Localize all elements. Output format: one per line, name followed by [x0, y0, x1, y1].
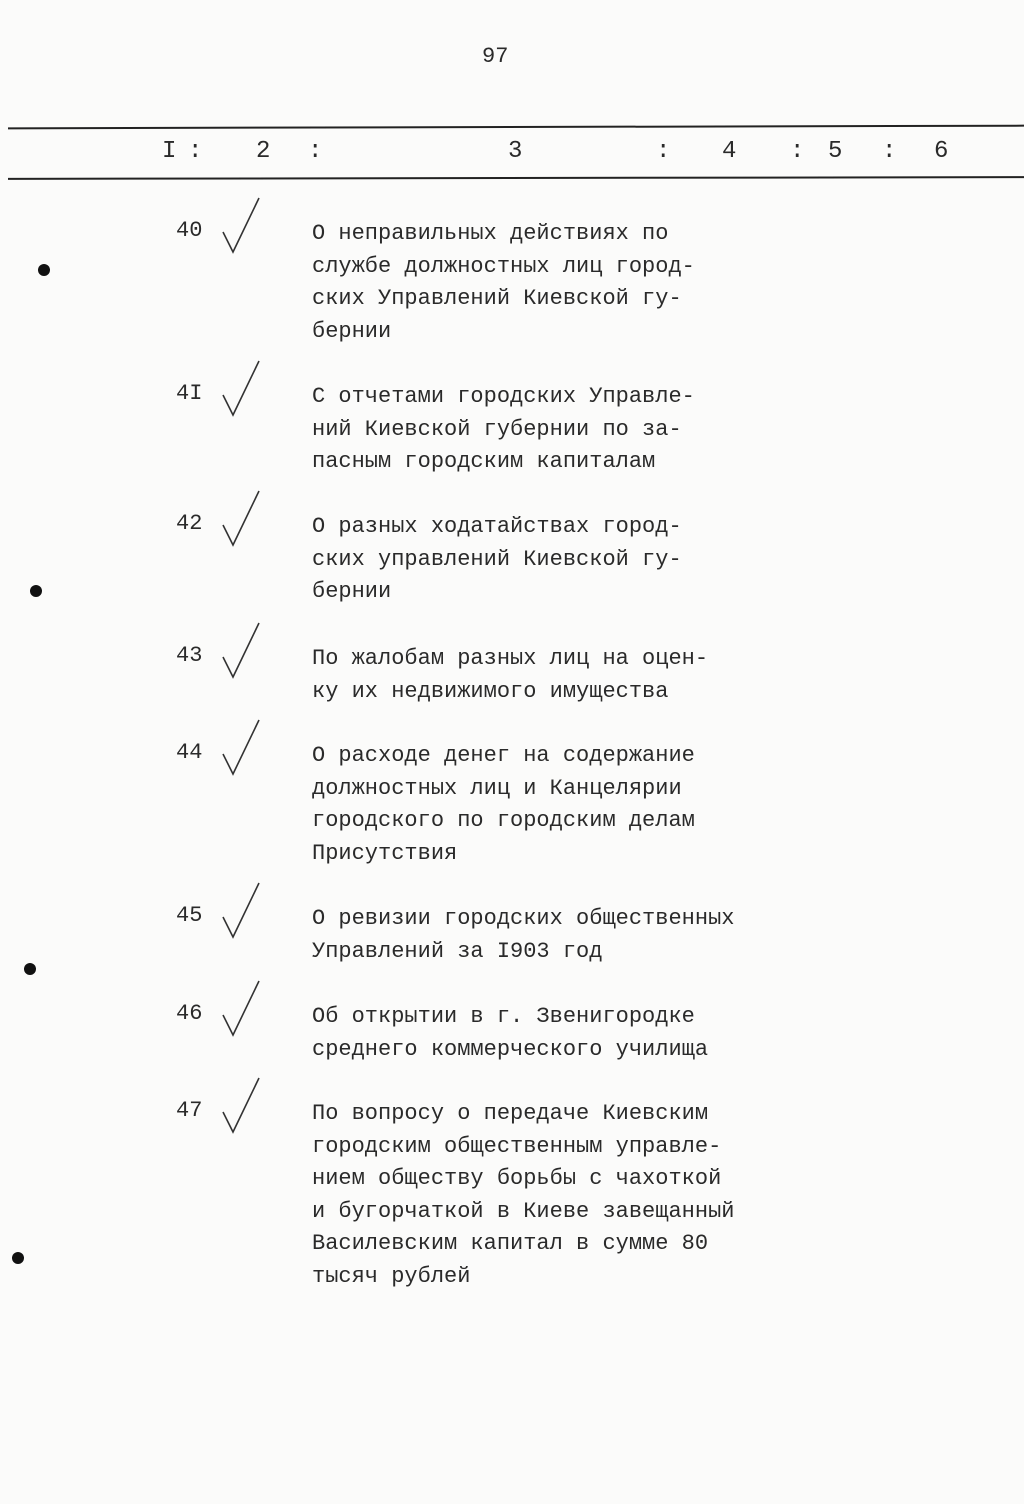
description-line: ских Управлений Киевской гу- — [312, 286, 682, 312]
checkmark-icon — [215, 712, 265, 787]
description-line: ских управлений Киевской гу- — [312, 546, 682, 572]
checkmark-icon — [215, 875, 265, 950]
description-line: Об открытии в г. Звенигородке — [312, 1004, 695, 1029]
column-separator: : — [882, 138, 897, 165]
entry-number: 46 — [176, 1001, 203, 1026]
description-line: пасным городским капиталам — [312, 449, 656, 475]
entry-description — [312, 1001, 708, 1066]
description-line: и бугорчаткой в Киеве завещанный — [312, 1198, 735, 1224]
column-header-5: 5 — [828, 138, 843, 165]
checkmark-icon — [215, 190, 265, 265]
description-line: Присутствия — [312, 840, 458, 866]
description-line: ний Киевской губернии по за- — [312, 416, 682, 442]
entry-number: 42 — [176, 511, 203, 536]
description-line: среднего коммерческого училища — [312, 1036, 709, 1062]
entry-description — [312, 903, 734, 968]
page-number: 97 — [482, 44, 509, 69]
entry-description — [312, 1098, 734, 1294]
binder-hole-mark — [24, 963, 36, 975]
entry-description — [312, 643, 708, 708]
entry-number: 43 — [176, 643, 203, 668]
description-line: О разных ходатайствах город- — [312, 514, 682, 539]
binder-hole-mark — [12, 1252, 24, 1264]
entry-description — [312, 740, 695, 870]
description-line: бернии — [312, 579, 392, 605]
description-line: должностных лиц и Канцелярии — [312, 775, 682, 801]
column-separator: : — [656, 138, 671, 165]
column-header-3: 3 — [508, 138, 523, 165]
checkmark-icon — [215, 973, 265, 1048]
checkmark-icon — [215, 615, 265, 690]
description-line: С отчетами городских Управле- — [312, 384, 695, 409]
entry-description — [312, 218, 695, 348]
column-header-1: I — [162, 138, 177, 165]
table-top-rule — [8, 125, 1024, 130]
description-line: нием обществу борьбы с чахоткой — [312, 1166, 722, 1192]
column-separator: : — [790, 138, 805, 165]
checkmark-icon — [215, 353, 265, 428]
description-line: тысяч рублей — [312, 1263, 471, 1289]
description-line: Управлений за I903 год — [312, 938, 603, 964]
description-line: О расходе денег на содержание — [312, 743, 695, 768]
column-header-4: 4 — [722, 138, 737, 165]
entry-number: 45 — [176, 903, 203, 928]
entry-number: 4I — [176, 381, 203, 406]
column-header-6: 6 — [934, 138, 949, 165]
column-header-2: 2 — [256, 138, 271, 165]
description-line: О ревизии городских общественных — [312, 906, 735, 931]
binder-hole-mark — [38, 264, 50, 276]
description-line: бернии — [312, 318, 392, 344]
table-header-rule — [8, 176, 1024, 180]
binder-hole-mark — [30, 585, 42, 597]
entry-number: 40 — [176, 218, 203, 243]
entry-number: 47 — [176, 1098, 203, 1123]
description-line: О неправильных действиях по — [312, 221, 669, 246]
entry-description — [312, 511, 682, 609]
description-line: По вопросу о передаче Киевским — [312, 1101, 709, 1126]
description-line: городского по городским делам — [312, 808, 695, 834]
column-separator: : — [308, 138, 323, 165]
description-line: По жалобам разных лиц на оцен- — [312, 646, 709, 671]
column-separator: : — [188, 138, 203, 165]
description-line: службе должностных лиц город- — [312, 253, 695, 279]
description-line: Василевским капитал в сумме 80 — [312, 1231, 709, 1257]
checkmark-icon — [215, 483, 265, 558]
entry-description — [312, 381, 695, 479]
description-line: ку их недвижимого имущества — [312, 678, 669, 704]
checkmark-icon — [215, 1070, 265, 1145]
entry-number: 44 — [176, 740, 203, 765]
description-line: городским общественным управле- — [312, 1133, 722, 1159]
